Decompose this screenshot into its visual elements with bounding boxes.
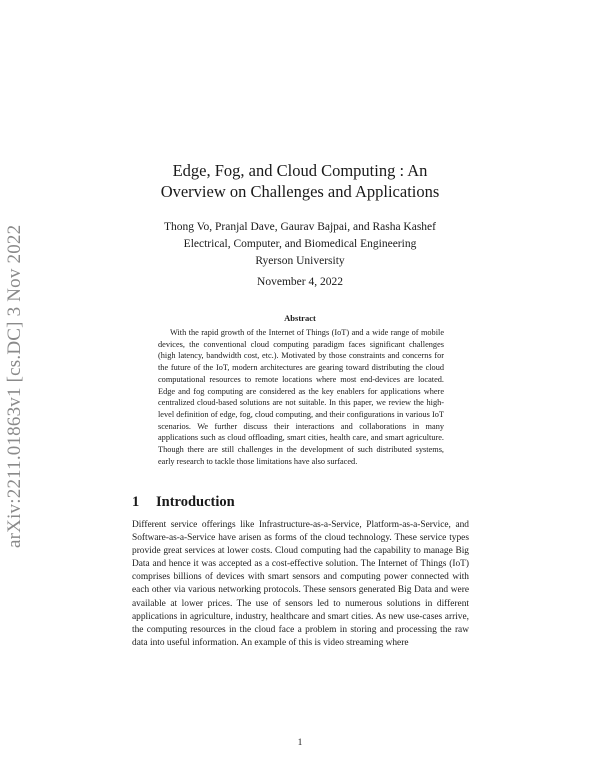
section-heading [132,494,235,511]
author-names: Thong Vo, Pranjal Dave, Gaurav Bajpai, and Rasha Kashef [164,221,436,233]
publication-date: November 4, 2022 [257,276,343,288]
paper-title [100,160,500,202]
abstract-body: With the rapid growth of the Internet of Things (IoT) and a wide range of mobile devices, the conventional cloud computing paradigm faces significant challenges (high latency, bandwidth cost, etc.). Motivated by those constraints and concerns for the future of the IoT, modern architectures are gearing toward distributing the cloud computational resources to remote locations where most end-devices are located. Edge and fog computing are considered as the key enablers for applications where centralized cloud-based solutions are not suitable. In this paper, we review the high-level definition of edge, fog, cloud computing, and their configurations in various IoT scenarios. We further discuss their interactions and collaborations in many applications such as cloud offloading, smart cities, health care, and smart agriculture. Though there are still challenges in the development of such distributed systems, early research to tackle those limitations have also surfaced. [158,328,444,466]
title-line-1: Edge, Fog, and Cloud Computing : An [172,161,428,180]
author-block [100,219,500,270]
author-institution: Ryerson University [255,255,345,267]
title-line-2: Overview on Challenges and Applications [160,182,440,201]
author-affiliation: Electrical, Computer, and Biomedical Engineering [183,238,417,250]
abstract-heading: Abstract [284,313,316,323]
section-number: 1 [132,494,140,510]
page-number: 1 [297,738,303,748]
section-title: Introduction [156,494,235,510]
arxiv-identifier-stamp: arXiv:2211.01863v1 [cs.DC] 3 Nov 2022 [4,224,25,548]
introduction-paragraph: Different service offerings like Infrastructure-as-a-Service, Platform-as-a-Service, and Software-as-a-Service have arisen as forms of the cloud technology. These service types provide great services at lower costs. Cloud computing had the capability to manage Big Data and hence it was accepted as a cost-effective solution. The Internet of Things (IoT) comprises billions of devices with smart sensors and computing power connected with each other via various networking protocols. These sensors generated Big Data and were available at lower prices. The use of sensors led to numerous solutions in different applications in agriculture, industry, healthcare and smart cities. As new use-cases arrive, the computing resources in the cloud face a problem in storing and processing the raw data into useful information. An example of this is video streaming where [132,520,469,648]
